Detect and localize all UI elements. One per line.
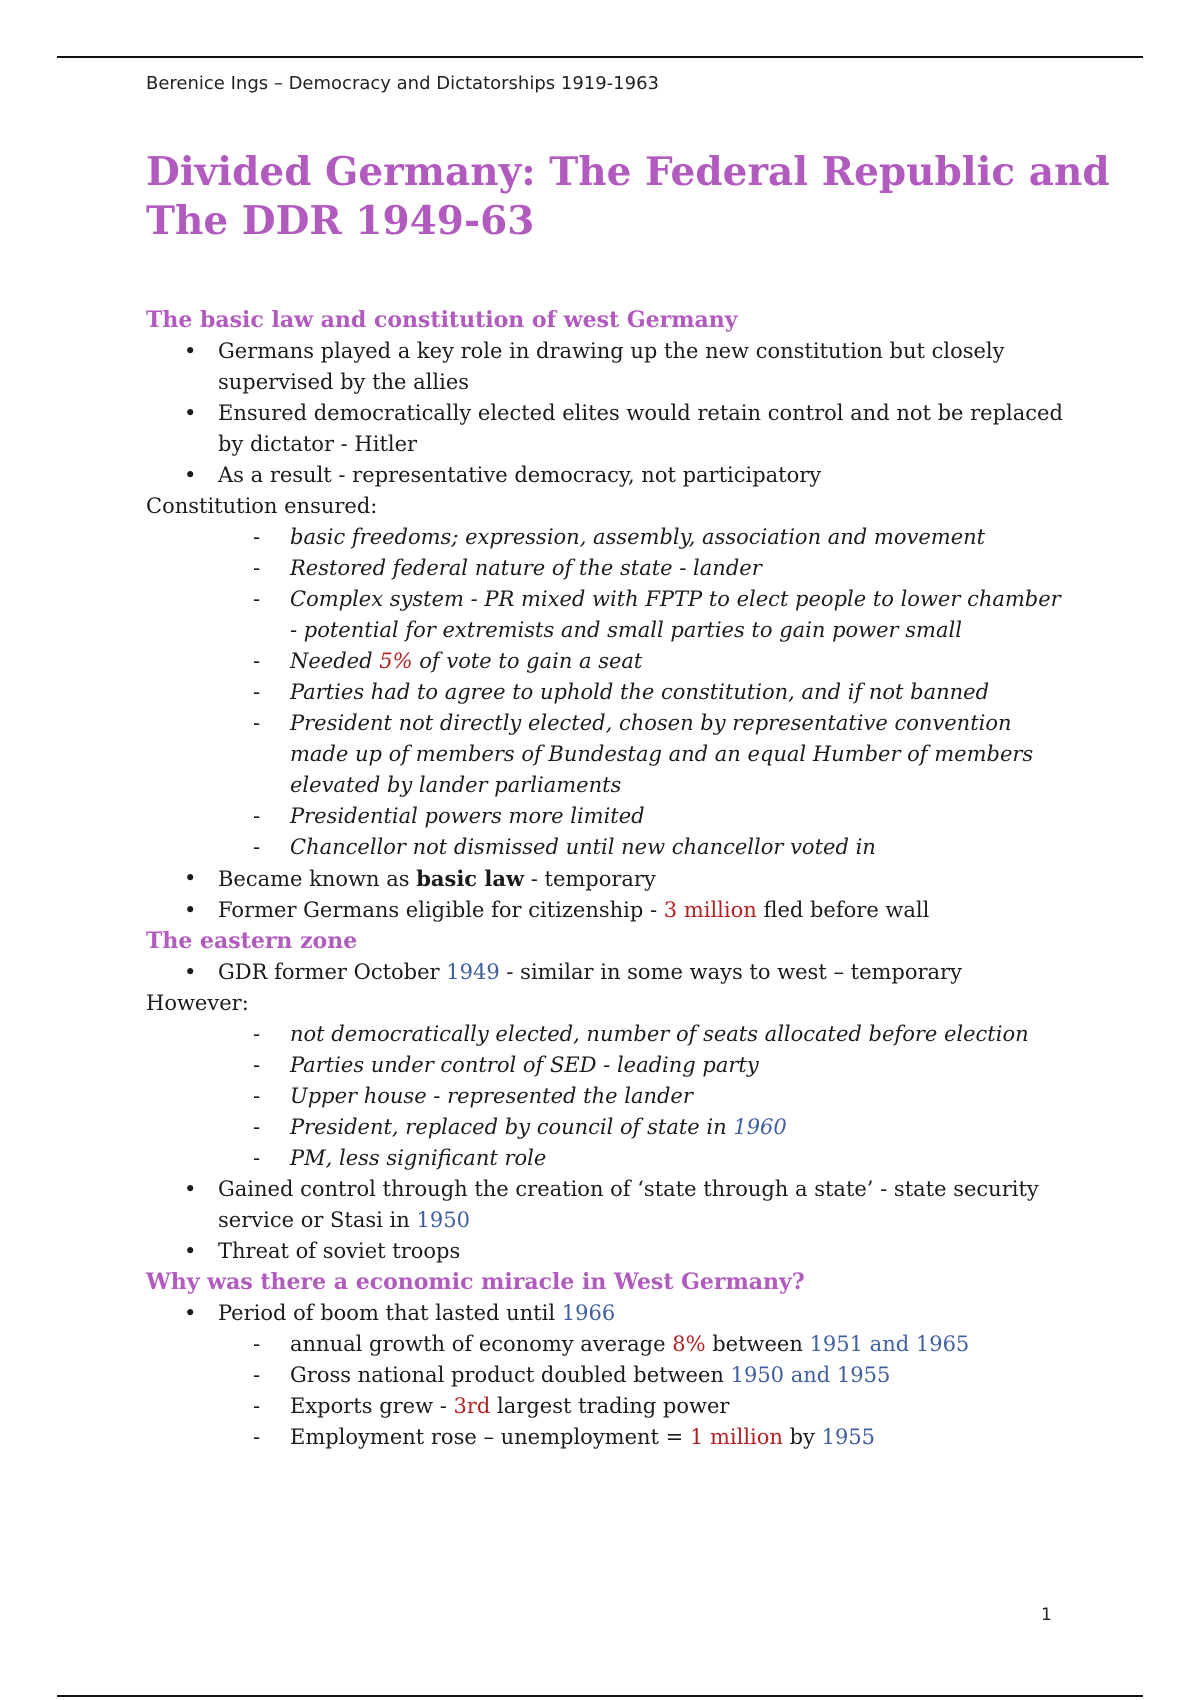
highlight-red: 3 million bbox=[663, 898, 757, 922]
highlight-blue: 1951 and 1965 bbox=[809, 1332, 970, 1356]
title-line-1: Divided Germany: The Federal Republic and bbox=[146, 149, 1110, 195]
list-item: - PM, less significant role bbox=[146, 1143, 1066, 1174]
page-title bbox=[146, 148, 1110, 246]
highlight-red: 3rd bbox=[453, 1394, 491, 1418]
highlight-blue: 1950 and 1955 bbox=[730, 1363, 891, 1387]
list-item: - Presidential powers more limited bbox=[146, 801, 1066, 832]
highlight-red: 8% bbox=[672, 1332, 706, 1356]
document-body bbox=[146, 305, 1066, 1453]
list-item: • Gained control through the creation of ‘state through a state’ - state security service or Stasi in 1950 bbox=[146, 1174, 1066, 1236]
list-item: - President not directly elected, chosen by representative convention made up of members of Bundestag and an equal Humber of members elevated by lander parliaments bbox=[146, 708, 1066, 801]
highlight-blue: 1949 bbox=[446, 960, 500, 984]
list-item: • Became known as basic law - temporary bbox=[146, 863, 1066, 895]
section-heading-eastern-zone: The eastern zone bbox=[146, 928, 358, 954]
highlight-blue: 1966 bbox=[561, 1301, 616, 1325]
page-number: 1 bbox=[1041, 1605, 1052, 1625]
highlight-red: 5% bbox=[379, 649, 413, 673]
list-item: • Threat of soviet troops bbox=[146, 1236, 1066, 1267]
economic-miracle-bullets bbox=[146, 1298, 1066, 1329]
however-intro: However: bbox=[146, 991, 249, 1015]
list-item: - Restored federal nature of the state - lander bbox=[146, 553, 1066, 584]
list-item: • Ensured democratically elected elites would retain control and not be replaced by dictator - Hitler bbox=[146, 398, 1066, 460]
highlight-blue: 1955 bbox=[821, 1425, 876, 1449]
list-item: • Former Germans eligible for citizenship - 3 million fled before wall bbox=[146, 895, 1066, 926]
list-item: - Parties had to agree to uphold the constitution, and if not banned bbox=[146, 677, 1066, 708]
list-item: - basic freedoms; expression, assembly, association and movement bbox=[146, 522, 1066, 553]
list-item: • Germans played a key role in drawing up the new constitution but closely supervised by the allies bbox=[146, 336, 1066, 398]
list-item: - Exports grew - 3rd largest trading power bbox=[146, 1391, 1066, 1422]
list-item: - Parties under control of SED - leading party bbox=[146, 1050, 1066, 1081]
list-item: - Chancellor not dismissed until new chancellor voted in bbox=[146, 832, 1066, 863]
title-line-2: The DDR 1949-63 bbox=[146, 198, 535, 244]
eastern-zone-bullets-2 bbox=[146, 1174, 1066, 1267]
highlight-blue: 1950 bbox=[416, 1208, 470, 1232]
basic-law-bullets-2 bbox=[146, 863, 1066, 926]
list-item: - Needed 5% of vote to gain a seat bbox=[146, 646, 1066, 677]
list-item: • Period of boom that lasted until 1966 bbox=[146, 1298, 1066, 1329]
highlight-bold: basic law bbox=[416, 866, 525, 891]
footer-rule bbox=[57, 1695, 1143, 1697]
list-item: - Employment rose – unemployment = 1 million by 1955 bbox=[146, 1422, 1066, 1453]
eastern-zone-bullets bbox=[146, 957, 1066, 988]
list-item: - Gross national product doubled between 1950 and 1955 bbox=[146, 1360, 1066, 1391]
list-item: • As a result - representative democracy, not participatory bbox=[146, 460, 1066, 491]
eastern-zone-points bbox=[146, 1019, 1066, 1174]
list-item: - Upper house - represented the lander bbox=[146, 1081, 1066, 1112]
section-heading-economic-miracle: Why was there a economic miracle in West Germany? bbox=[146, 1269, 805, 1295]
list-item: • GDR former October 1949 - similar in some ways to west – temporary bbox=[146, 957, 1066, 988]
constitution-points bbox=[146, 522, 1066, 863]
list-item: - annual growth of economy average 8% between 1951 and 1965 bbox=[146, 1329, 1066, 1360]
highlight-blue: 1960 bbox=[733, 1115, 787, 1139]
economic-miracle-points bbox=[146, 1329, 1066, 1453]
header-rule bbox=[57, 56, 1143, 58]
basic-law-bullets bbox=[146, 336, 1066, 491]
list-item: - Complex system - PR mixed with FPTP to elect people to lower chamber - potential for extremists and small parties to gain power small bbox=[146, 584, 1066, 646]
constitution-intro: Constitution ensured: bbox=[146, 494, 378, 518]
document-header: Berenice Ings – Democracy and Dictatorships 1919-1963 bbox=[146, 73, 659, 94]
highlight-red: 1 million bbox=[689, 1425, 783, 1449]
list-item: - President, replaced by council of state in 1960 bbox=[146, 1112, 1066, 1143]
section-heading-basic-law: The basic law and constitution of west Germany bbox=[146, 307, 738, 333]
list-item: - not democratically elected, number of seats allocated before election bbox=[146, 1019, 1066, 1050]
